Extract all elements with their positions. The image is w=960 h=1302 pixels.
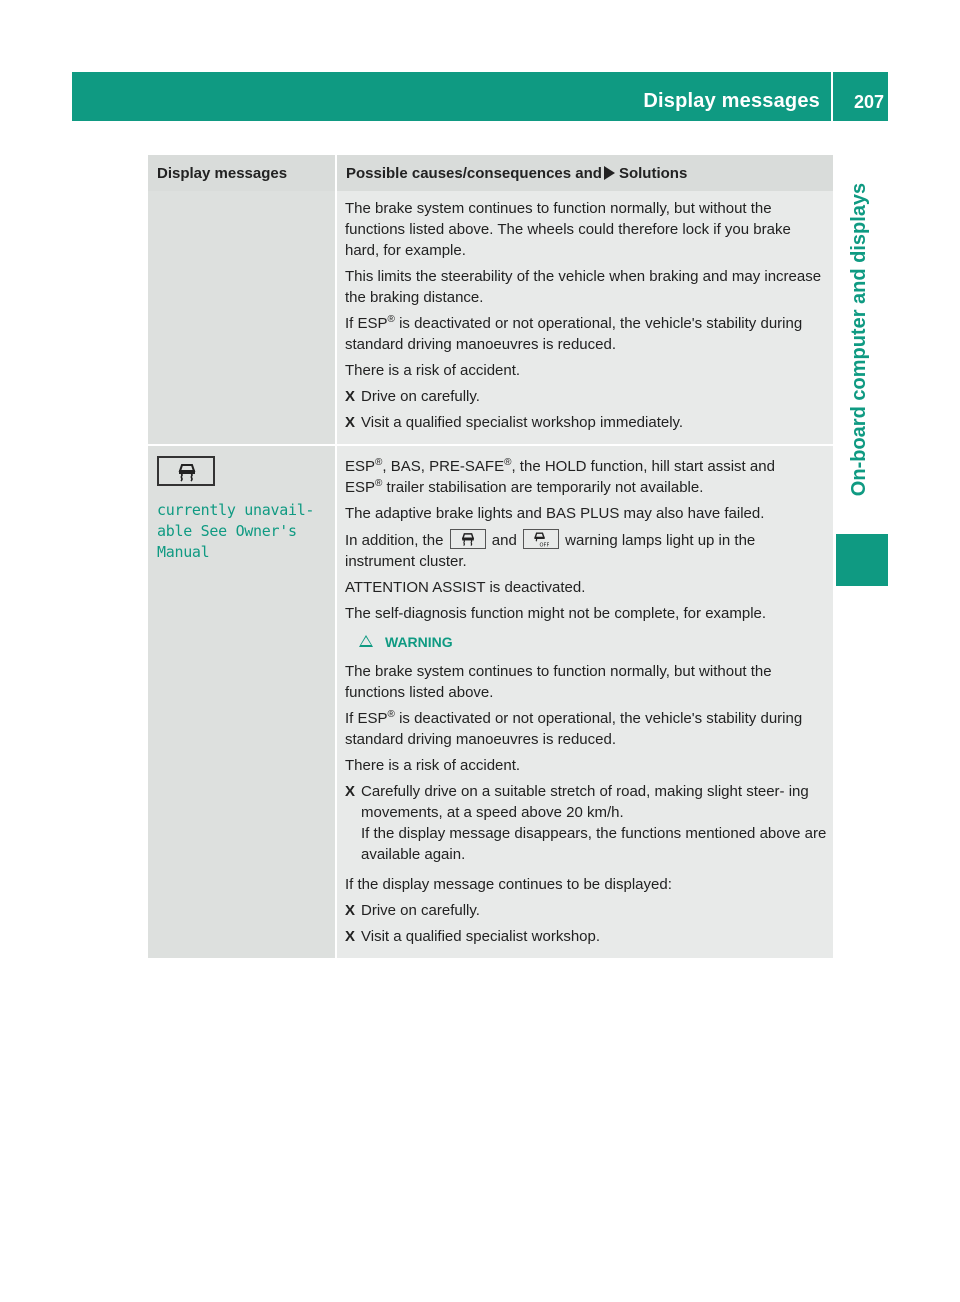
text: If ESP [345, 315, 388, 332]
warning-paragraph [345, 708, 829, 750]
step-marker: X [345, 388, 356, 405]
section-side-label-text: On-board computer and displays [848, 182, 871, 496]
row1-paragraph: The brake system continues to function normally, but without the functions listed above. The wheels could therefore lock if you brake hard, for example. [345, 200, 791, 259]
text: trailer stabilisation are temporarily not available. [382, 479, 704, 496]
instruction-step [345, 900, 829, 921]
step-text: Drive on carefully. [361, 388, 480, 405]
step-marker: X [345, 928, 356, 945]
header-divider [831, 72, 833, 121]
registered-mark: ® [375, 457, 383, 468]
section-marker-square [836, 534, 888, 586]
text: ESP [345, 458, 376, 475]
text: If ESP [345, 710, 388, 727]
causes-cell [336, 191, 833, 445]
row1-paragraph [345, 313, 829, 355]
warning-paragraph: The brake system continues to function normally, but without the functions listed above. [345, 663, 772, 701]
text: ESP [345, 479, 376, 496]
section-side-label [836, 134, 884, 544]
text: In addition, the [345, 532, 444, 549]
page-number: 207 [853, 92, 884, 112]
causes-header-text: Possible causes/consequences and [346, 164, 602, 182]
table-row [148, 191, 833, 445]
registered-mark: ® [387, 314, 395, 325]
table-row [148, 445, 833, 958]
display-message-cell [148, 445, 336, 958]
step-text: Carefully drive on a suitable stretch of road, making slight steer‐ ing movements, at a speed above 20 km/h. [361, 783, 809, 821]
registered-mark: ® [375, 478, 383, 489]
display-message-text: Manual [157, 543, 210, 561]
solution-arrow-icon [604, 166, 615, 180]
svg-text:OFF: OFF [539, 542, 549, 547]
instruction-step [345, 412, 829, 433]
text: and [491, 532, 517, 549]
esp-skid-car-icon [176, 461, 198, 483]
causes-cell [336, 445, 833, 958]
warning-label: WARNING [385, 634, 453, 650]
display-messages-table [148, 155, 833, 958]
text: is deactivated or not operational, the vehicle's stability during standard driving manoeuvres is reduced. [345, 315, 803, 353]
warning-heading [345, 632, 829, 653]
page-header-bar [72, 72, 888, 121]
row2-paragraph: The adaptive brake lights and BAS PLUS may also have failed. [345, 505, 765, 522]
step-text: Drive on carefully. [361, 902, 480, 919]
row2-paragraph: The self-diagnosis function might not be complete, for example. [345, 605, 767, 622]
display-message-text: currently unavail‐ [157, 501, 315, 519]
registered-mark: ® [504, 457, 512, 468]
esp-display-box [157, 456, 215, 486]
esp-skid-car-icon [450, 529, 486, 549]
display-message-text: able See Owner's [157, 522, 297, 540]
text: , the HOLD function, hill start assist and [511, 458, 775, 475]
row1-paragraph: There is a risk of accident. [345, 362, 521, 379]
table-header-row [148, 155, 833, 191]
row1-paragraph: This limits the steerability of the vehicle when braking and may increase the braking distance. [345, 268, 822, 306]
instruction-step [345, 926, 829, 947]
step-text: Visit a qualified specialist workshop immediately. [361, 414, 684, 431]
text: warning lamps light up in the instrument cluster. [345, 532, 756, 570]
column-header-causes [336, 155, 833, 191]
esp-off-icon [523, 529, 559, 549]
warning-paragraph: There is a risk of accident. [345, 757, 521, 774]
display-message-cell [148, 191, 336, 445]
step-marker: X [345, 414, 356, 431]
instruction-step [345, 781, 829, 865]
registered-mark: ® [387, 709, 395, 720]
step-text: If the display message disappears, the functions mentioned above are available again. [361, 825, 827, 863]
column-header-display-messages: Display messages [148, 155, 336, 191]
solutions-header-text: Solutions [618, 164, 688, 182]
step-marker: X [345, 902, 356, 919]
warning-triangle-icon [359, 635, 373, 647]
row2-paragraph [345, 456, 829, 498]
instruction-step [345, 386, 829, 407]
row2-paragraph: If the display message continues to be displayed: [345, 876, 672, 893]
text: is deactivated or not operational, the vehicle's stability during standard driving manoeuvres is reduced. [345, 710, 803, 748]
row2-paragraph [345, 529, 829, 572]
row2-paragraph: ATTENTION ASSIST is deactivated. [345, 579, 586, 596]
step-text: Visit a qualified specialist workshop. [361, 928, 601, 945]
step-marker: X [345, 783, 356, 800]
text: , BAS, PRE-SAFE [382, 458, 505, 475]
page-header-title: Display messages [643, 90, 820, 112]
